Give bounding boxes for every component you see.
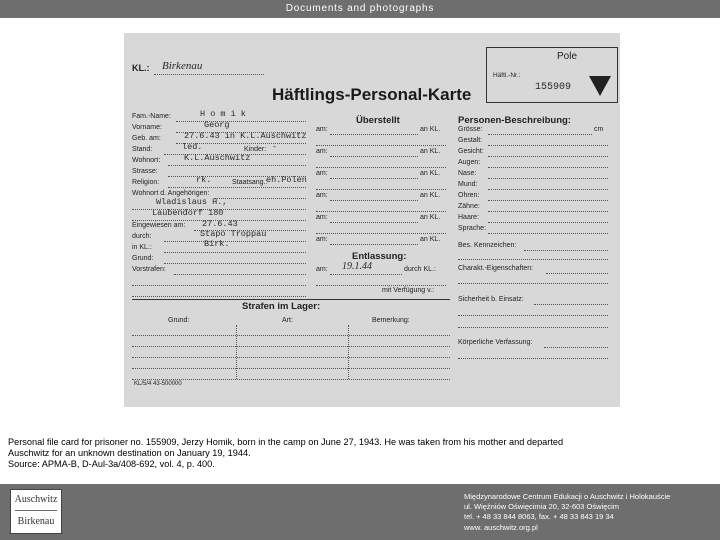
- value-staatsang: eh.Polen: [266, 175, 307, 185]
- strafen-col-grund: Grund:: [168, 317, 190, 324]
- caption-line: Auschwitz for an unknown destination on January 19, 1944.: [8, 448, 251, 459]
- value-religion: rk.: [196, 175, 212, 185]
- kl-label: KL.:: [132, 63, 150, 73]
- auschwitz-birkenau-logo: [10, 489, 62, 534]
- label-verfassung: Körperliche Verfassung:: [458, 339, 533, 346]
- prisoner-no: 155909: [535, 82, 572, 93]
- institution-address: ul. Więźniów Oświęcimia 20, 32-603 Oświęcim: [464, 502, 620, 512]
- strafen-title: Strafen im Lager:: [242, 301, 321, 312]
- durch-kl-label: durch KL.:: [404, 266, 436, 273]
- caption-line: Source: APMA-B, D-Aul-3a/408-692, vol. 4, p. 400.: [8, 459, 215, 470]
- label-mund: Mund:: [458, 181, 478, 188]
- institution-website: www. auschwitz.org.pl: [464, 522, 538, 532]
- label-geb-am: Geb. am:: [132, 135, 161, 142]
- label-kennzeichen: Bes. Kennzeichen:: [458, 242, 517, 249]
- label-wohnort: Wohnort:: [132, 157, 161, 164]
- value-eingewiesen: 27.6.43: [202, 219, 238, 229]
- form-number: KL/5/4 43-500000: [134, 381, 182, 387]
- institution-phone: tel. + 48 33 844 8063, fax. + 48 33 843 19 34: [464, 512, 614, 522]
- strafen-col-divider-1: [236, 325, 237, 379]
- value-angehorige-1: Wladislaus H.,: [156, 197, 228, 207]
- caption-line: Personal file card for prisoner no. 155909, Jerzy Homik, born in the camp on June 27, 1943. He was taken from his mother and departed: [8, 437, 564, 447]
- institution-info: [464, 492, 670, 533]
- institution-name: Międzynarodowe Centrum Edukacji o Auschwitz i Holokauście: [464, 492, 671, 501]
- value-fam-name: H o m i k: [200, 109, 246, 119]
- prisoner-no-label: Häftl.-Nr.:: [493, 72, 521, 79]
- label-in-kl: in KL.:: [132, 244, 152, 251]
- slide-header: Documents and photographs: [0, 0, 720, 18]
- value-stand: led.: [182, 142, 203, 152]
- label-haare: Haare:: [458, 214, 480, 221]
- label-gesicht: Gesicht:: [458, 148, 484, 155]
- label-religion: Religion:: [132, 179, 160, 186]
- strafen-divider: [132, 299, 450, 300]
- caption: [8, 437, 708, 471]
- entlassung-am-label: am:: [316, 266, 328, 273]
- label-vorstrafen: Vorstrafen:: [132, 266, 166, 273]
- value-wohnort: K.L.Auschwitz: [184, 153, 251, 163]
- value-geb-am: 27.6.43 in K.L.Auschwitz: [184, 131, 307, 141]
- entlassung-title: Entlassung:: [352, 251, 407, 262]
- label-grosse: Grösse:: [458, 126, 483, 133]
- verfugung-label: mit Verfügung v.:: [382, 287, 435, 294]
- label-augen: Augen:: [458, 159, 481, 166]
- value-angehorige-2: Laubendorf 180: [152, 208, 224, 218]
- kl-value: Birkenau: [162, 60, 203, 72]
- uberstellt-title: Überstellt: [356, 115, 400, 126]
- label-nase: Nase:: [458, 170, 477, 177]
- label-vorname: Vorname:: [132, 124, 162, 131]
- label-gestalt: Gestalt:: [458, 137, 483, 144]
- label-zahne: Zähne:: [458, 203, 480, 210]
- personen-title: Personen-Beschreibung:: [458, 115, 571, 126]
- prisoner-card-scan: Pole Häftl.-Nr.: 155909 KL.: Birkenau Häftlings-Personal-Karte Fam.-Name: Vorname: Geb. am: Stand: Wohnort: Strasse: Religion: Wohnort d. Angehörigen: Eingewiesen am: durch: in KL.: Grund: Vorstrafen: Kinder: Staatsang.: H o m i k Georg 27.6.43 in K.L.Auschwitz led. - K.L.Auschwitz rk. eh.Polen Wladislaus H., Laubendorf 180 27.6.43 Stapo Troppau Birk. Überstellt am: an KL. am: an KL. am: an KL. am: an KL. am: an KL. am: an KL. Entlassung: am: 19.1.44 durch KL.: mit Verfügung v.: Personen-Beschreibung: Grösse: cm Gestalt: Gesicht: Augen: Nase: Mund: Ohren: Zähne: Haare: Sprache: Bes. Kennzeichen: Charakt.-Eigenschaften: Sicherheit b. Einsatz: Körperliche Verfassung: Strafen im Lager: Grund: Art: Bemerkung: KL/5/4 43-500000: [124, 33, 620, 407]
- label-sicherheit: Sicherheit b. Einsatz:: [458, 296, 524, 303]
- strafen-col-bemerkung: Bemerkung:: [372, 317, 410, 324]
- label-sprache: Sprache:: [458, 225, 487, 232]
- label-durch: durch:: [132, 233, 152, 240]
- label-eigenschaften: Charakt.-Eigenschaften:: [458, 265, 534, 272]
- card-title: Häftlings-Personal-Karte: [272, 85, 472, 104]
- label-wohnort-angehorigen: Wohnort d. Angehörigen:: [132, 190, 210, 197]
- label-strasse: Strasse:: [132, 168, 158, 175]
- label-fam-name: Fam.-Name:: [132, 113, 171, 120]
- label-kinder: Kinder:: [244, 146, 267, 153]
- value-in-kl: Birk.: [204, 239, 230, 249]
- value-durch: Stapo Troppau: [200, 229, 267, 239]
- label-stand: Stand:: [132, 146, 153, 153]
- label-grund: Grund:: [132, 255, 154, 262]
- label-staatsang: Staatsang.:: [232, 179, 268, 186]
- entlassung-am-value: 19.1.44: [342, 261, 372, 272]
- footer: [0, 484, 720, 540]
- logo-text-top: Auschwitz: [14, 494, 58, 505]
- strafen-col-divider-2: [348, 325, 349, 379]
- value-vorname: Georg: [204, 120, 230, 130]
- logo-text-bottom: Birkenau: [17, 516, 55, 527]
- logo-rule: [15, 510, 57, 511]
- label-eingewiesen: Eingewiesen am:: [132, 222, 186, 229]
- triangle-badge-icon: [589, 76, 611, 98]
- value-kinder: -: [272, 142, 278, 152]
- strafen-col-art: Art:: [282, 317, 293, 324]
- label-cm: cm: [594, 126, 604, 133]
- category-box: [486, 47, 618, 103]
- label-ohren: Ohren:: [458, 192, 480, 199]
- category-label: Pole: [557, 51, 578, 62]
